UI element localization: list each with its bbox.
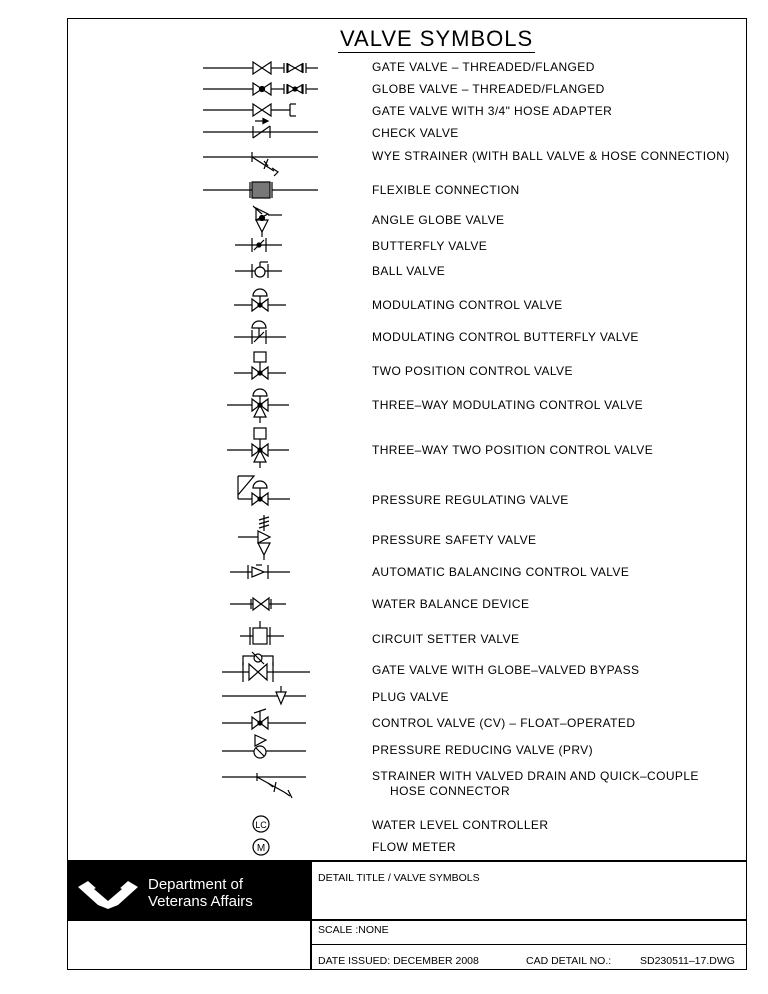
label-butterfly-valve: BUTTERFLY VALVE xyxy=(372,239,488,253)
cad-detail-number: SD230511–17.DWG xyxy=(640,955,735,967)
va-logo-icon xyxy=(68,861,148,919)
label-flow-meter: FLOW METER xyxy=(372,840,456,854)
label-pressure-regulating: PRESSURE REGULATING VALVE xyxy=(372,493,569,507)
butterfly-valve-icon xyxy=(235,238,282,252)
check-valve-icon xyxy=(203,119,318,139)
label-modulating-control-valve: MODULATING CONTROL VALVE xyxy=(372,298,563,312)
label-flexible-connection: FLEXIBLE CONNECTION xyxy=(372,183,520,197)
label-strainer-drain-line2: HOSE CONNECTOR xyxy=(390,784,511,798)
gate-valve-hose-icon xyxy=(203,104,296,116)
label-water-balance: WATER BALANCE DEVICE xyxy=(372,597,530,611)
label-check-valve: CHECK VALVE xyxy=(372,126,459,140)
label-strainer-drain: STRAINER WITH VALVED DRAIN AND QUICK–COUPLE xyxy=(372,769,699,783)
label-water-level-controller: WATER LEVEL CONTROLLER xyxy=(372,818,549,832)
label-auto-balancing: AUTOMATIC BALANCING CONTROL VALVE xyxy=(372,565,630,579)
flow-meter-icon xyxy=(253,839,269,855)
label-globe-valve: GLOBE VALVE – THREADED/FLANGED xyxy=(372,82,605,96)
label-gate-valve-hose: GATE VALVE WITH 3/4" HOSE ADAPTER xyxy=(372,104,613,118)
scale-text: SCALE :NONE xyxy=(318,924,389,936)
two-position-valve-icon xyxy=(234,352,286,379)
float-control-valve-icon xyxy=(222,709,306,729)
label-three-way-modulating: THREE–WAY MODULATING CONTROL VALVE xyxy=(372,398,643,412)
pressure-regulating-valve-icon xyxy=(238,476,290,505)
flexible-connection-icon xyxy=(203,182,318,198)
label-pressure-safety: PRESSURE SAFETY VALVE xyxy=(372,533,537,547)
ball-valve-icon xyxy=(235,262,282,278)
label-gate-valve: GATE VALVE – THREADED/FLANGED xyxy=(372,60,595,74)
wye-strainer-icon xyxy=(203,152,318,176)
org-line1: Department of xyxy=(148,876,244,893)
label-plug-valve: PLUG VALVE xyxy=(372,690,449,704)
modulating-control-valve-icon xyxy=(234,289,286,311)
water-balance-device-icon xyxy=(230,598,286,610)
title-block-row-border xyxy=(310,944,747,945)
strainer-drain-icon xyxy=(222,773,306,798)
circuit-setter-valve-icon xyxy=(240,621,284,645)
label-modulating-butterfly-valve: MODULATING CONTROL BUTTERFLY VALVE xyxy=(372,330,639,344)
page-title: VALVE SYMBOLS xyxy=(340,26,534,51)
title-block-divider xyxy=(310,860,312,970)
label-three-way-two-position: THREE–WAY TWO POSITION CONTROL VALVE xyxy=(372,443,654,457)
detail-title: DETAIL TITLE / VALVE SYMBOLS xyxy=(318,872,480,884)
gate-valve-icon xyxy=(203,62,318,74)
modulating-butterfly-valve-icon xyxy=(234,321,286,344)
auto-balancing-valve-icon xyxy=(230,565,290,579)
gate-bypass-valve-icon xyxy=(222,652,310,682)
three-way-two-position-valve-icon xyxy=(227,428,289,468)
lc-glyph: LC xyxy=(255,820,267,830)
pressure-reducing-valve-icon xyxy=(222,735,306,758)
org-line2: Veterans Affairs xyxy=(148,893,253,910)
va-org-name xyxy=(148,876,253,910)
date-issued: DATE ISSUED: DECEMBER 2008 xyxy=(318,955,479,967)
label-wye-strainer: WYE STRAINER (WITH BALL VALVE & HOSE CONNECTION) xyxy=(372,149,730,163)
pressure-safety-valve-icon xyxy=(238,515,270,560)
label-float-control-valve: CONTROL VALVE (CV) – FLOAT–OPERATED xyxy=(372,716,636,730)
cad-detail-label: CAD DETAIL NO.: xyxy=(526,955,612,967)
label-circuit-setter: CIRCUIT SETTER VALVE xyxy=(372,632,520,646)
label-gate-bypass: GATE VALVE WITH GLOBE–VALVED BYPASS xyxy=(372,663,640,677)
label-ball-valve: BALL VALVE xyxy=(372,264,446,278)
label-prv: PRESSURE REDUCING VALVE (PRV) xyxy=(372,743,593,757)
three-way-modulating-valve-icon xyxy=(227,389,289,423)
angle-globe-valve-icon xyxy=(253,206,282,237)
water-level-controller-icon xyxy=(253,816,269,832)
label-two-position-valve: TWO POSITION CONTROL VALVE xyxy=(372,364,573,378)
title-block-mid-border xyxy=(67,919,747,921)
globe-valve-icon xyxy=(203,83,318,95)
label-angle-globe-valve: ANGLE GLOBE VALVE xyxy=(372,213,505,227)
plug-valve-icon xyxy=(222,686,306,704)
m-glyph: M xyxy=(256,843,266,854)
